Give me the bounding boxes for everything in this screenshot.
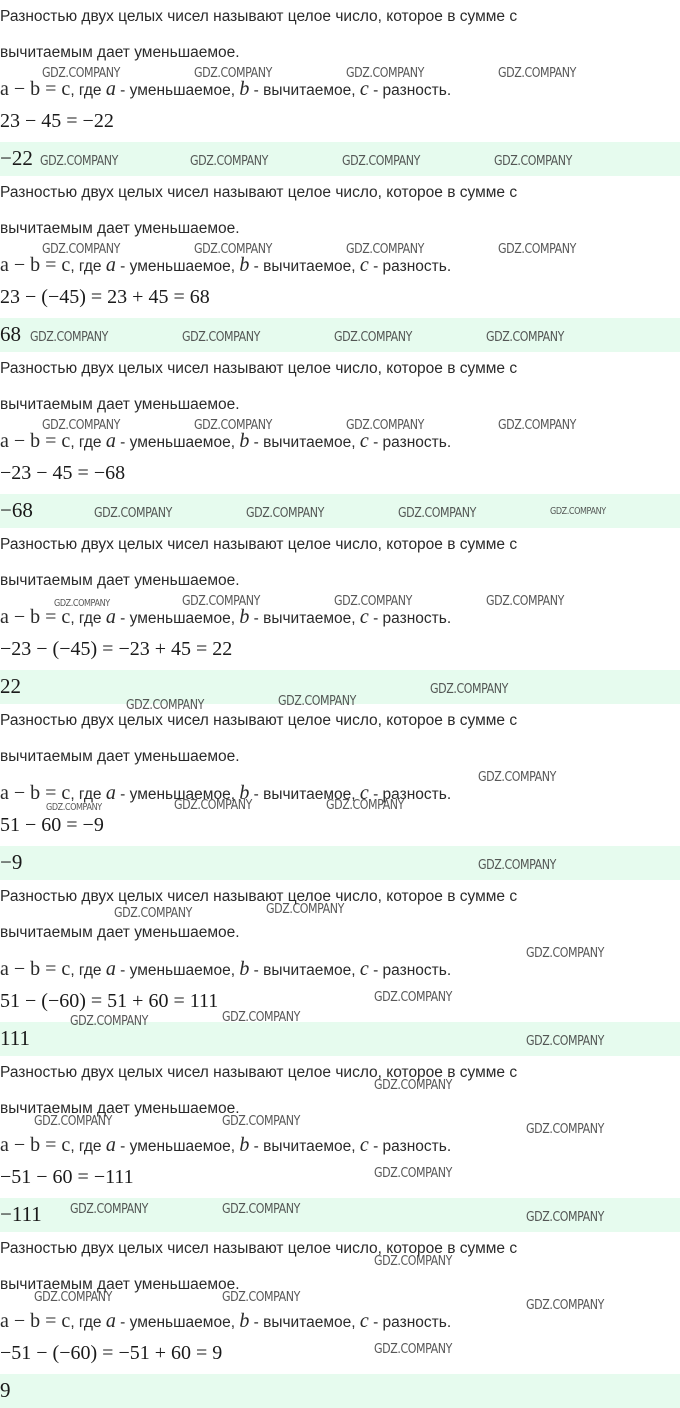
watermark: GDZ.COMPANY xyxy=(374,1254,452,1269)
formula-var-b: b xyxy=(239,606,250,628)
formula-var-b: b xyxy=(239,1134,250,1156)
calculation: 51 − (−60) = 51 + 60 = 111 xyxy=(0,990,219,1012)
watermark: GDZ.COMPANY xyxy=(374,990,452,1005)
formula-line xyxy=(0,1310,451,1333)
watermark: GDZ.COMPANY xyxy=(526,1298,604,1313)
formula-b-desc: - вычитаемое, xyxy=(249,82,360,99)
solution-block xyxy=(0,0,680,176)
watermark: GDZ.COMPANY xyxy=(334,594,412,609)
watermark: GDZ.COMPANY xyxy=(486,594,564,609)
formula-c-desc: - разность. xyxy=(368,786,452,803)
formula-var-a: a xyxy=(105,430,116,452)
definition-line-2: вычитаемым дает уменьшаемое. xyxy=(0,1100,240,1117)
formula-var-a: a xyxy=(105,606,116,628)
watermark: GDZ.COMPANY xyxy=(194,418,272,433)
formula-a-desc: - уменьшаемое, xyxy=(115,258,240,275)
definition-line-1: Разностью двух целых чисел называют целое число, которое в сумме с xyxy=(0,1240,518,1257)
formula-var-b: b xyxy=(239,1310,250,1332)
calculation: 23 − (−45) = 23 + 45 = 68 xyxy=(0,286,210,308)
formula-c-desc: - разность. xyxy=(368,258,452,275)
formula-where: , где xyxy=(70,1314,106,1331)
formula-line xyxy=(0,606,451,629)
watermark: GDZ.COMPANY xyxy=(222,1202,300,1217)
watermark: GDZ.COMPANY xyxy=(182,594,260,609)
formula-a-desc: - уменьшаемое, xyxy=(115,434,240,451)
definition-line-1: Разностью двух целых чисел называют целое число, которое в сумме с xyxy=(0,8,518,25)
solution-block xyxy=(0,704,680,880)
formula-where: , где xyxy=(70,82,106,99)
formula-line xyxy=(0,78,451,101)
formula-where: , где xyxy=(70,258,106,275)
watermark: GDZ.COMPANY xyxy=(478,858,556,873)
formula-line xyxy=(0,1134,451,1157)
watermark: GDZ.COMPANY xyxy=(430,682,508,697)
watermark: GDZ.COMPANY xyxy=(526,1034,604,1049)
watermark: GDZ.COMPANY xyxy=(42,242,120,257)
watermark: GDZ.COMPANY xyxy=(70,1014,148,1029)
watermark: GDZ.COMPANY xyxy=(346,66,424,81)
watermark: GDZ.COMPANY xyxy=(30,330,108,345)
formula-equation: a − b = c xyxy=(0,958,71,980)
watermark: GDZ.COMPANY xyxy=(222,1290,300,1305)
formula-var-c: c xyxy=(359,1134,369,1156)
formula-a-desc: - уменьшаемое, xyxy=(115,82,240,99)
definition-line-2: вычитаемым дает уменьшаемое. xyxy=(0,396,240,413)
formula-var-a: a xyxy=(105,958,116,980)
formula-equation: a − b = c xyxy=(0,782,71,804)
formula-c-desc: - разность. xyxy=(368,82,452,99)
formula-var-c: c xyxy=(359,958,369,980)
formula-where: , где xyxy=(70,962,106,979)
definition-line-2: вычитаемым дает уменьшаемое. xyxy=(0,572,240,589)
definition-line-1: Разностью двух целых чисел называют целое число, которое в сумме с xyxy=(0,888,518,905)
formula-line xyxy=(0,958,451,981)
solution-block xyxy=(0,1232,680,1408)
watermark: GDZ.COMPANY xyxy=(550,506,606,517)
answer-value: −68 xyxy=(0,498,33,522)
watermark: GDZ.COMPANY xyxy=(494,154,572,169)
formula-c-desc: - разность. xyxy=(368,434,452,451)
watermark: GDZ.COMPANY xyxy=(222,1114,300,1129)
watermark: GDZ.COMPANY xyxy=(526,1122,604,1137)
formula-b-desc: - вычитаемое, xyxy=(249,434,360,451)
watermark: GDZ.COMPANY xyxy=(34,1114,112,1129)
formula-var-a: a xyxy=(105,1310,116,1332)
formula-c-desc: - разность. xyxy=(368,962,452,979)
watermark: GDZ.COMPANY xyxy=(374,1078,452,1093)
formula-b-desc: - вычитаемое, xyxy=(249,962,360,979)
watermark: GDZ.COMPANY xyxy=(526,946,604,961)
definition-line-1: Разностью двух целых чисел называют целое число, которое в сумме с xyxy=(0,1064,518,1081)
solution-block xyxy=(0,176,680,352)
formula-c-desc: - разность. xyxy=(368,1314,452,1331)
formula-var-c: c xyxy=(359,1310,369,1332)
formula-equation: a − b = c xyxy=(0,1134,71,1156)
watermark: GDZ.COMPANY xyxy=(374,1166,452,1181)
calculation: −23 − (−45) = −23 + 45 = 22 xyxy=(0,638,233,660)
formula-var-b: b xyxy=(239,958,250,980)
definition-line-2: вычитаемым дает уменьшаемое. xyxy=(0,220,240,237)
formula-var-a: a xyxy=(105,782,116,804)
formula-var-c: c xyxy=(359,606,369,628)
watermark: GDZ.COMPANY xyxy=(498,418,576,433)
calculation: −23 − 45 = −68 xyxy=(0,462,126,484)
formula-var-c: c xyxy=(359,254,369,276)
formula-c-desc: - разность. xyxy=(368,1138,452,1155)
formula-b-desc: - вычитаемое, xyxy=(249,1314,360,1331)
watermark: GDZ.COMPANY xyxy=(194,66,272,81)
calculation: 51 − 60 = −9 xyxy=(0,814,104,836)
formula-equation: a − b = c xyxy=(0,606,71,628)
watermark: GDZ.COMPANY xyxy=(94,506,172,521)
formula-var-b: b xyxy=(239,78,250,100)
formula-b-desc: - вычитаемое, xyxy=(249,786,360,803)
definition-line-1: Разностью двух целых чисел называют целое число, которое в сумме с xyxy=(0,712,518,729)
formula-a-desc: - уменьшаемое, xyxy=(115,786,240,803)
answer-bar xyxy=(0,846,680,880)
definition-line-2: вычитаемым дает уменьшаемое. xyxy=(0,44,240,61)
watermark: GDZ.COMPANY xyxy=(126,698,204,713)
watermark: GDZ.COMPANY xyxy=(222,1010,300,1025)
watermark: GDZ.COMPANY xyxy=(40,154,118,169)
definition-line-1: Разностью двух целых чисел называют целое число, которое в сумме с xyxy=(0,184,518,201)
formula-a-desc: - уменьшаемое, xyxy=(115,1314,240,1331)
calculation: −51 − 60 = −111 xyxy=(0,1166,134,1188)
watermark: GDZ.COMPANY xyxy=(346,418,424,433)
formula-b-desc: - вычитаемое, xyxy=(249,610,360,627)
watermark: GDZ.COMPANY xyxy=(246,506,324,521)
watermark: GDZ.COMPANY xyxy=(266,902,344,917)
formula-equation: a − b = c xyxy=(0,430,71,452)
answer-bar xyxy=(0,1374,680,1408)
formula-a-desc: - уменьшаемое, xyxy=(115,610,240,627)
watermark: GDZ.COMPANY xyxy=(34,1290,112,1305)
formula-a-desc: - уменьшаемое, xyxy=(115,962,240,979)
solution-block xyxy=(0,352,680,528)
answer-value: 111 xyxy=(0,1026,30,1050)
formula-equation: a − b = c xyxy=(0,78,71,100)
answer-value: −22 xyxy=(0,146,33,170)
watermark: GDZ.COMPANY xyxy=(42,418,120,433)
watermark: GDZ.COMPANY xyxy=(342,154,420,169)
formula-equation: a − b = c xyxy=(0,1310,71,1332)
answer-value: −9 xyxy=(0,850,23,874)
definition-line-2: вычитаемым дает уменьшаемое. xyxy=(0,924,240,941)
definition-line-1: Разностью двух целых чисел называют целое число, которое в сумме с xyxy=(0,360,518,377)
formula-b-desc: - вычитаемое, xyxy=(249,258,360,275)
calculation: 23 − 45 = −22 xyxy=(0,110,114,132)
watermark: GDZ.COMPANY xyxy=(486,330,564,345)
watermark: GDZ.COMPANY xyxy=(374,1342,452,1357)
watermark: GDZ.COMPANY xyxy=(334,330,412,345)
watermark: GDZ.COMPANY xyxy=(478,770,556,785)
formula-equation: a − b = c xyxy=(0,254,71,276)
watermark: GDZ.COMPANY xyxy=(194,242,272,257)
watermark: GDZ.COMPANY xyxy=(70,1202,148,1217)
formula-c-desc: - разность. xyxy=(368,610,452,627)
answer-value: 22 xyxy=(0,674,21,698)
formula-var-a: a xyxy=(105,1134,116,1156)
formula-a-desc: - уменьшаемое, xyxy=(115,1138,240,1155)
formula-var-c: c xyxy=(359,782,369,804)
watermark: GDZ.COMPANY xyxy=(346,242,424,257)
formula-where: , где xyxy=(70,610,106,627)
formula-var-a: a xyxy=(105,254,116,276)
formula-var-b: b xyxy=(239,782,250,804)
watermark: GDZ.COMPANY xyxy=(398,506,476,521)
watermark: GDZ.COMPANY xyxy=(498,242,576,257)
definition-line-1: Разностью двух целых чисел называют целое число, которое в сумме с xyxy=(0,536,518,553)
watermark: GDZ.COMPANY xyxy=(190,154,268,169)
watermark: GDZ.COMPANY xyxy=(42,66,120,81)
formula-line xyxy=(0,254,451,277)
formula-var-c: c xyxy=(359,430,369,452)
watermark: GDZ.COMPANY xyxy=(526,1210,604,1225)
watermark: GDZ.COMPANY xyxy=(46,802,102,813)
formula-line xyxy=(0,430,451,453)
watermark: GDZ.COMPANY xyxy=(278,694,356,709)
calculation: −51 − (−60) = −51 + 60 = 9 xyxy=(0,1342,223,1364)
answer-value: 9 xyxy=(0,1378,11,1402)
watermark: GDZ.COMPANY xyxy=(498,66,576,81)
formula-where: , где xyxy=(70,1138,106,1155)
definition-line-2: вычитаемым дает уменьшаемое. xyxy=(0,1276,240,1293)
formula-var-a: a xyxy=(105,78,116,100)
formula-var-c: c xyxy=(359,78,369,100)
formula-b-desc: - вычитаемое, xyxy=(249,1138,360,1155)
formula-var-b: b xyxy=(239,254,250,276)
watermark: GDZ.COMPANY xyxy=(326,798,404,813)
formula-where: , где xyxy=(70,786,106,803)
definition-line-2: вычитаемым дает уменьшаемое. xyxy=(0,748,240,765)
formula-where: , где xyxy=(70,434,106,451)
watermark: GDZ.COMPANY xyxy=(114,906,192,921)
watermark: GDZ.COMPANY xyxy=(54,598,110,609)
answer-value: 68 xyxy=(0,322,21,346)
answer-value: −111 xyxy=(0,1202,42,1226)
watermark: GDZ.COMPANY xyxy=(174,798,252,813)
formula-var-b: b xyxy=(239,430,250,452)
solution-block xyxy=(0,528,680,704)
watermark: GDZ.COMPANY xyxy=(182,330,260,345)
